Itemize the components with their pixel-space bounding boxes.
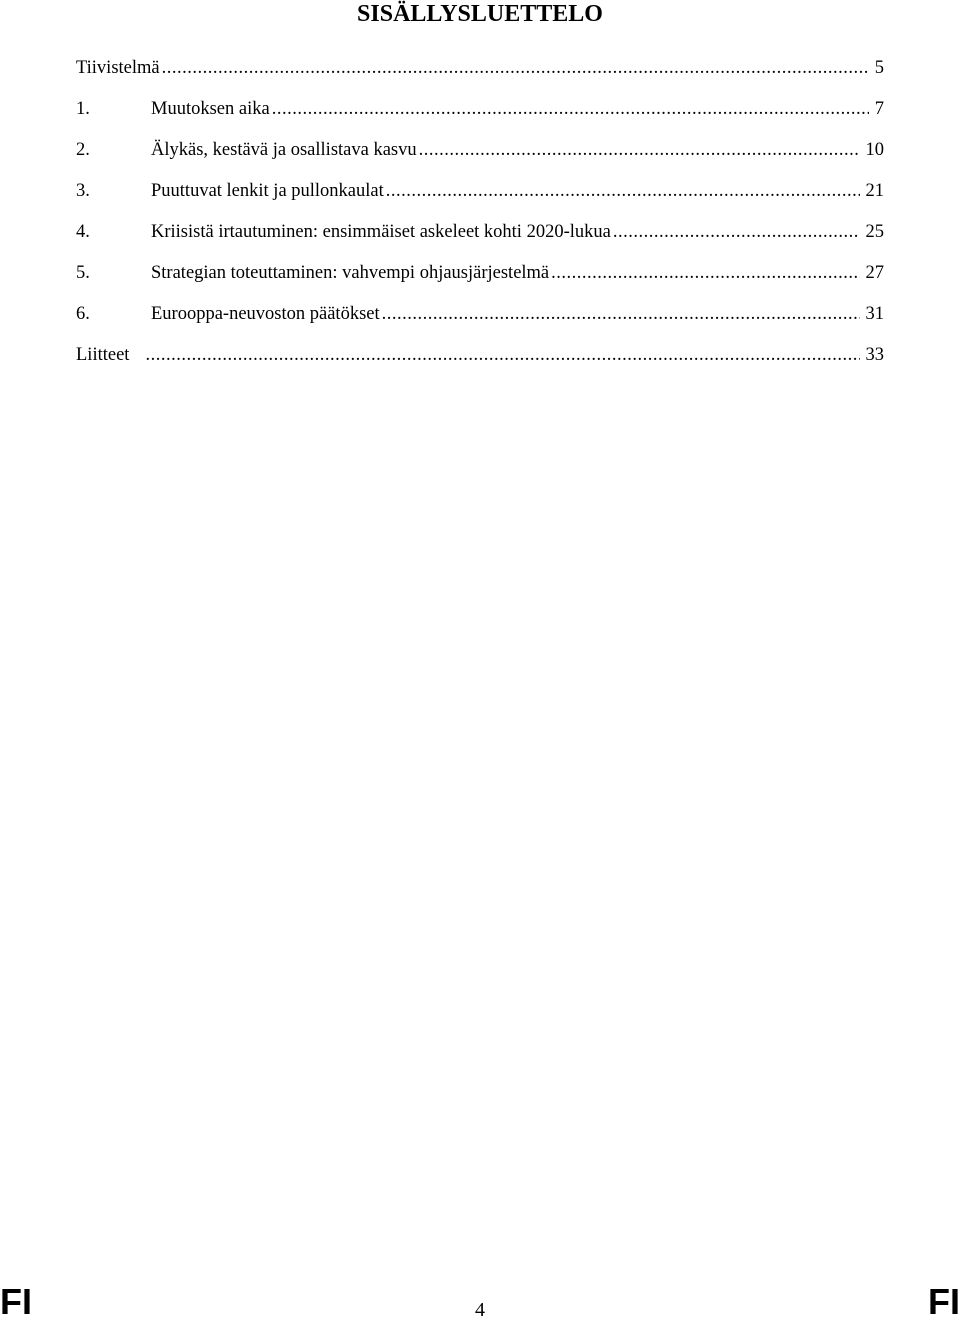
dot-leader <box>551 259 859 287</box>
toc-entry-tiivistelma[interactable] <box>76 54 884 95</box>
toc-entry-label: Liitteet <box>76 345 130 365</box>
footer-language-left: FI <box>0 1281 32 1322</box>
toc-entry-number: 5. <box>76 263 90 283</box>
toc-entry-number: 1. <box>76 99 90 119</box>
toc-entry-label: Kriisistä irtautuminen: ensimmäiset askeleet kohti 2020-lukua <box>151 222 611 242</box>
toc-entry-label: Älykäs, kestävä ja osallistava kasvu <box>151 140 417 160</box>
toc-entry-page: 7 <box>874 99 884 119</box>
toc-entry-page: 33 <box>865 345 884 365</box>
toc-entry-page: 5 <box>874 58 884 78</box>
toc-entry-page: 25 <box>865 222 884 242</box>
toc-entry-number: 4. <box>76 222 90 242</box>
toc-entry-liitteet[interactable] <box>76 341 884 382</box>
toc-entry-page: 31 <box>865 304 884 324</box>
dot-leader <box>613 218 860 246</box>
toc-entry-page: 10 <box>865 140 884 160</box>
toc-entry-page: 21 <box>865 181 884 201</box>
toc-entry-label: Strategian toteuttaminen: vahvempi ohjausjärjestelmä <box>151 263 550 283</box>
dot-leader <box>419 136 860 164</box>
toc-entry-number: 2. <box>76 140 90 160</box>
toc-entry-6[interactable] <box>76 300 884 341</box>
toc-entry-3[interactable] <box>76 177 884 218</box>
dot-leader <box>145 341 859 369</box>
toc-entry-page: 27 <box>865 263 884 283</box>
footer-page-number: 4 <box>475 1299 485 1321</box>
toc-entry-1[interactable] <box>76 95 884 136</box>
dot-leader <box>272 95 869 123</box>
dot-leader <box>386 177 860 205</box>
toc-entry-number: 6. <box>76 304 90 324</box>
table-of-contents <box>76 54 884 382</box>
toc-entry-4[interactable] <box>76 218 884 259</box>
toc-entry-label: Puuttuvat lenkit ja pullonkaulat <box>151 181 384 201</box>
page-title: SISÄLLYSLUETTELO <box>357 1 603 27</box>
footer-language-right: FI <box>928 1281 960 1322</box>
dot-leader <box>162 54 869 82</box>
toc-entry-2[interactable] <box>76 136 884 177</box>
toc-entry-label: Eurooppa-neuvoston päätökset <box>151 304 380 324</box>
toc-entry-5[interactable] <box>76 259 884 300</box>
toc-entry-number: 3. <box>76 181 90 201</box>
toc-entry-label: Tiivistelmä <box>76 58 160 78</box>
toc-entry-label: Muutoksen aika <box>151 99 270 119</box>
dot-leader <box>382 300 860 328</box>
